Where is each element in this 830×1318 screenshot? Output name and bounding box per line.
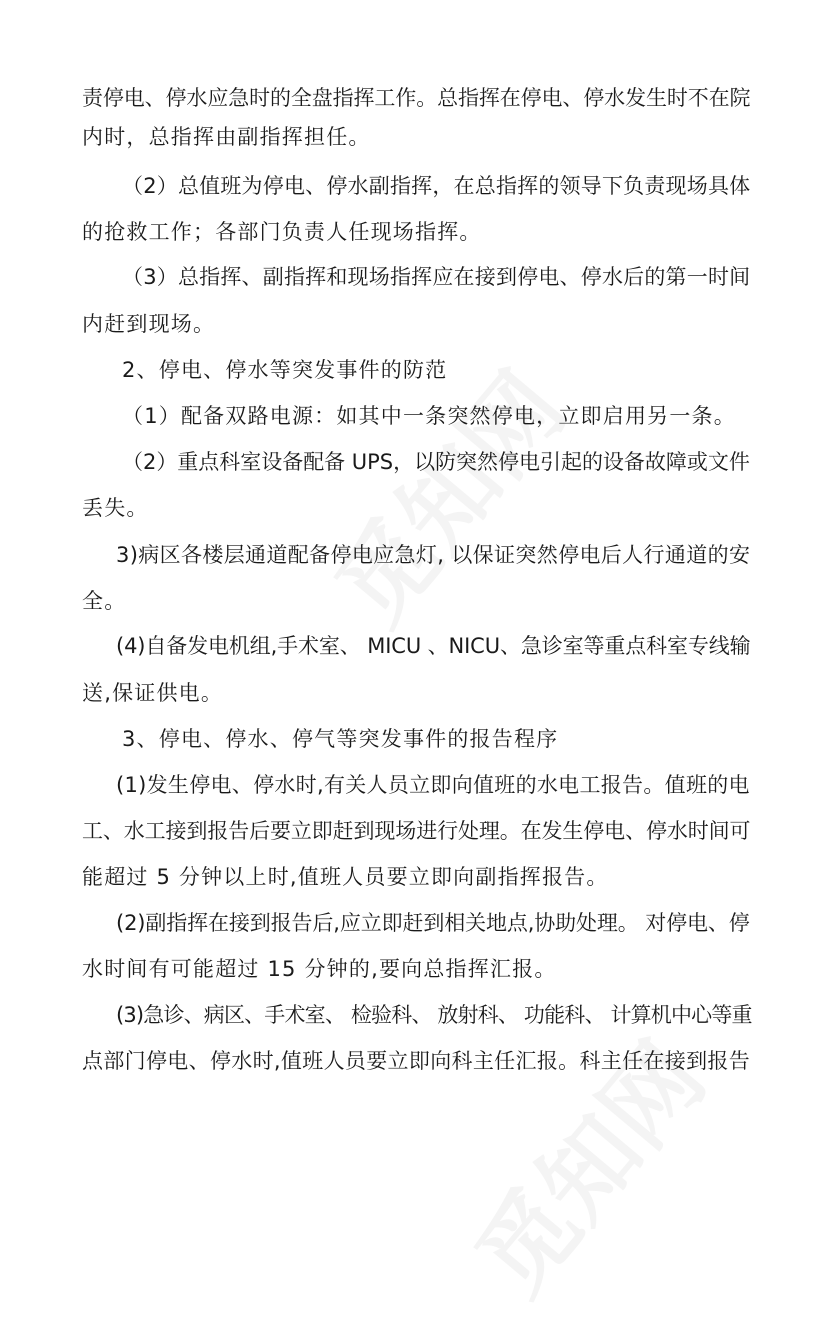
watermark: [300, 339, 590, 648]
paragraph-line: （1）配备双路电源：如其中一条突然停电，立即启用另一条。: [122, 404, 736, 428]
paragraph-line: 点部门停电、停水时,值班人员要立即向科主任汇报。科主任在接到报告: [82, 1049, 751, 1073]
paragraph-line: (2)副指挥在接到报告后,应立即赶到相关地点,协助处理。 对停电、停: [116, 911, 750, 935]
paragraph-line: 的抢救工作；各部门负责人任现场指挥。: [82, 220, 482, 244]
paragraph-line: 送,保证供电。: [82, 681, 224, 705]
paragraph-line: 工、水工接到报告后要立即赶到现场进行处理。在发生停电、停水时间可: [82, 819, 751, 843]
section-heading: 2、停电、停水等突发事件的防范: [122, 358, 448, 382]
paragraph-line: （2）总值班为停电、停水副指挥，在总指挥的领导下负责现场具体: [122, 174, 751, 198]
paragraph-line: (4)自备发电机组,手术室、 MICU 、NICU、急诊室等重点科室专线输: [116, 634, 751, 658]
paragraph-line: （2）重点科室设备配备 UPS，以防突然停电引起的设备故障或文件: [122, 450, 750, 474]
paragraph-line: 丢失。: [82, 496, 149, 520]
section-heading: 3、停电、停水、停气等突发事件的报告程序: [122, 727, 559, 751]
paragraph-line: （3）总指挥、副指挥和现场指挥应在接到停电、停水后的第一时间: [122, 265, 751, 289]
paragraph-line: (1)发生停电、停水时,有关人员立即向值班的水电工报告。值班的电: [116, 773, 750, 797]
paragraph-line: 能超过 5 分钟以上时,值班人员要立即向副指挥报告。: [82, 865, 609, 889]
paragraph-line: 全。: [82, 589, 127, 613]
paragraph-line: 责停电、停水应急时的全盘指挥工作。总指挥在停电、停水发生时不在院: [82, 86, 751, 110]
paragraph-line: 3)病区各楼层通道配备停电应急灯, 以保证突然停电后人行通道的安: [116, 543, 751, 567]
paragraph-line: 水时间有可能超过 15 分钟的,要向总指挥汇报。: [82, 957, 557, 981]
paragraph-line: 内赶到现场。: [82, 312, 216, 336]
paragraph-line: (3)急诊、病区、手术室、 检验科、 放射科、 功能科、 计算机中心等重: [116, 1003, 752, 1027]
paragraph-line: 内时，总指挥由副指挥担任。: [82, 125, 371, 149]
